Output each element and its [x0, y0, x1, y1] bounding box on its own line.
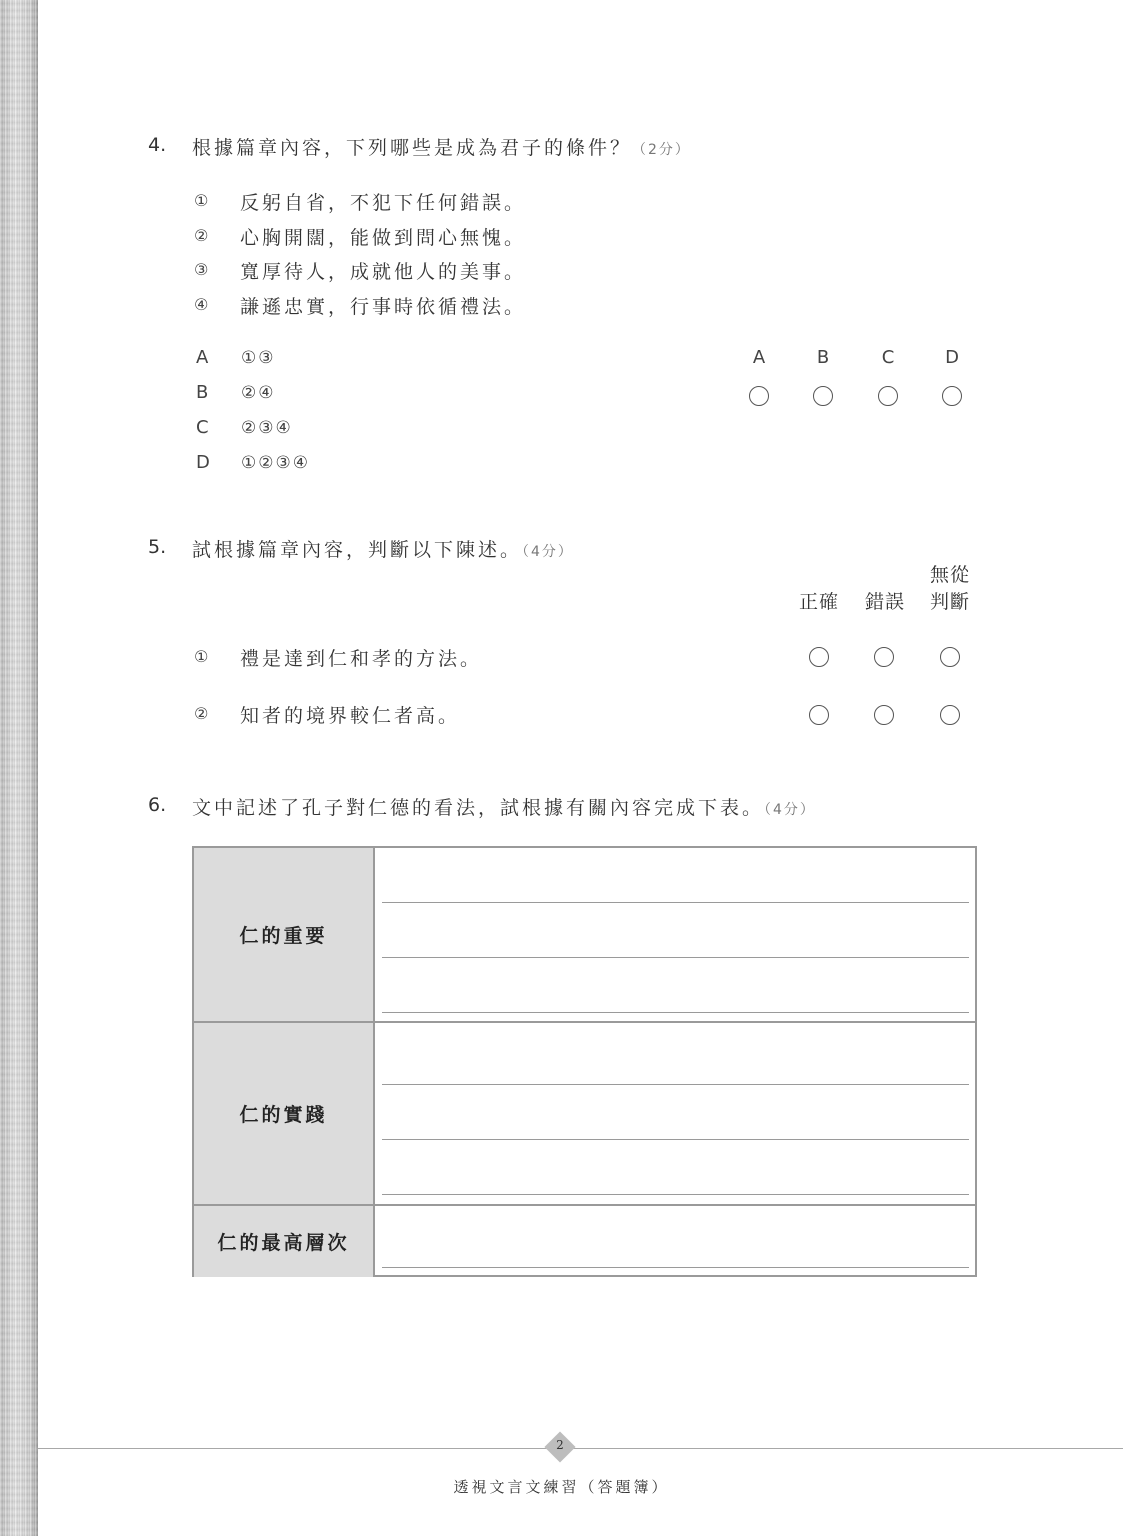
q5-stmt2-bubble-correct[interactable]: [809, 705, 829, 725]
q5-stmt2-mark: ②: [194, 704, 209, 723]
q5-stmt1-mark: ①: [194, 647, 209, 666]
q5-stmt2-bubble-unknown[interactable]: [940, 705, 960, 725]
q4-number: 4.: [148, 134, 167, 156]
q5-header-unknown-line1: 無從: [929, 564, 970, 586]
q4-stmt4-mark: ④: [194, 295, 209, 314]
q4-stmt3-text: 寬厚待人，成就他人的美事。: [240, 261, 527, 283]
q5-stmt1-bubble-correct[interactable]: [809, 647, 829, 667]
q4-stmt2-text: 心胸開闊，能做到問心無愧。: [240, 227, 527, 249]
q4-answer-header-d: D: [945, 347, 959, 368]
q4-answer-bubble-d[interactable]: [942, 386, 962, 406]
q5-stmt1-bubble-unknown[interactable]: [940, 647, 960, 667]
answer-line[interactable]: [382, 902, 969, 903]
q4-stmt2-mark: ②: [194, 226, 209, 245]
answer-line[interactable]: [382, 1267, 969, 1268]
answer-line[interactable]: [382, 1084, 969, 1085]
q4-option-b-letter: B: [196, 382, 209, 403]
answer-line[interactable]: [382, 1012, 969, 1013]
q6-row-importance: [194, 848, 975, 1023]
q5-stmt2-bubble-wrong[interactable]: [874, 705, 894, 725]
footer-book-title: 透視文言文練習（答題簿）: [453, 1478, 670, 1496]
footer-divider: [38, 1448, 1123, 1449]
q4-option-d-letter: D: [196, 452, 210, 473]
q5-header-correct: 正確: [798, 591, 839, 613]
q4-option-d-value: ①②③④: [241, 453, 310, 473]
q4-score: （2分）: [632, 142, 691, 158]
q4-option-a-letter: A: [196, 347, 209, 368]
q5-text: [192, 535, 574, 562]
q4-stmt1-text: 反躬自省，不犯下任何錯誤。: [240, 192, 527, 214]
q4-stmt4-text: 謙遜忠實，行事時依循禮法。: [240, 296, 527, 318]
q5-header-unknown-line2: 判斷: [929, 591, 970, 613]
q5-question: 試根據篇章內容，判斷以下陳述。: [192, 539, 523, 561]
q4-option-b-value: ②④: [241, 383, 276, 403]
q4-option-a-value: ①③: [241, 348, 276, 368]
q6-row-importance-label: 仁的重要: [194, 848, 375, 1021]
q5-stmt1-text: 禮是達到仁和孝的方法。: [240, 648, 483, 670]
page-number: 2: [556, 1438, 564, 1452]
q4-question: 根據篇章內容，下列哪些是成為君子的條件？: [192, 137, 633, 159]
q4-stmt1-mark: ①: [194, 191, 209, 210]
q4-answer-header-c: C: [881, 347, 895, 368]
q5-score: （4分）: [522, 544, 574, 560]
answer-line[interactable]: [382, 1139, 969, 1140]
q4-option-c-letter: C: [196, 417, 209, 438]
q4-option-c-value: ②③④: [241, 418, 293, 438]
answer-line[interactable]: [382, 1194, 969, 1195]
q4-answer-bubble-b[interactable]: [813, 386, 833, 406]
q4-answer-header-b: B: [816, 347, 830, 368]
q6-question: 文中記述了孔子對仁德的看法，試根據有關內容完成下表。: [192, 797, 765, 819]
q4-answer-bubble-c[interactable]: [878, 386, 898, 406]
q5-stmt2-text: 知者的境界較仁者高。: [240, 705, 461, 727]
q6-number: 6.: [148, 794, 167, 816]
q6-row-highest-level: [194, 1206, 975, 1277]
q4-answer-header-a: A: [752, 347, 766, 368]
q4-answer-bubble-a[interactable]: [749, 386, 769, 406]
q6-score: （4分）: [764, 802, 816, 818]
q5-stmt1-bubble-wrong[interactable]: [874, 647, 894, 667]
answer-line[interactable]: [382, 957, 969, 958]
page-spine: [0, 0, 38, 1536]
q4-stmt3-mark: ③: [194, 260, 209, 279]
q5-header-wrong: 錯誤: [864, 591, 905, 613]
q4-text: [192, 133, 691, 160]
q6-row-highest-level-label: 仁的最高層次: [194, 1206, 375, 1277]
q6-text: [192, 793, 816, 820]
q5-number: 5.: [148, 536, 167, 558]
q6-row-practice: [194, 1023, 975, 1206]
q6-row-practice-label: 仁的實踐: [194, 1023, 375, 1204]
q6-answer-table: [192, 846, 977, 1277]
